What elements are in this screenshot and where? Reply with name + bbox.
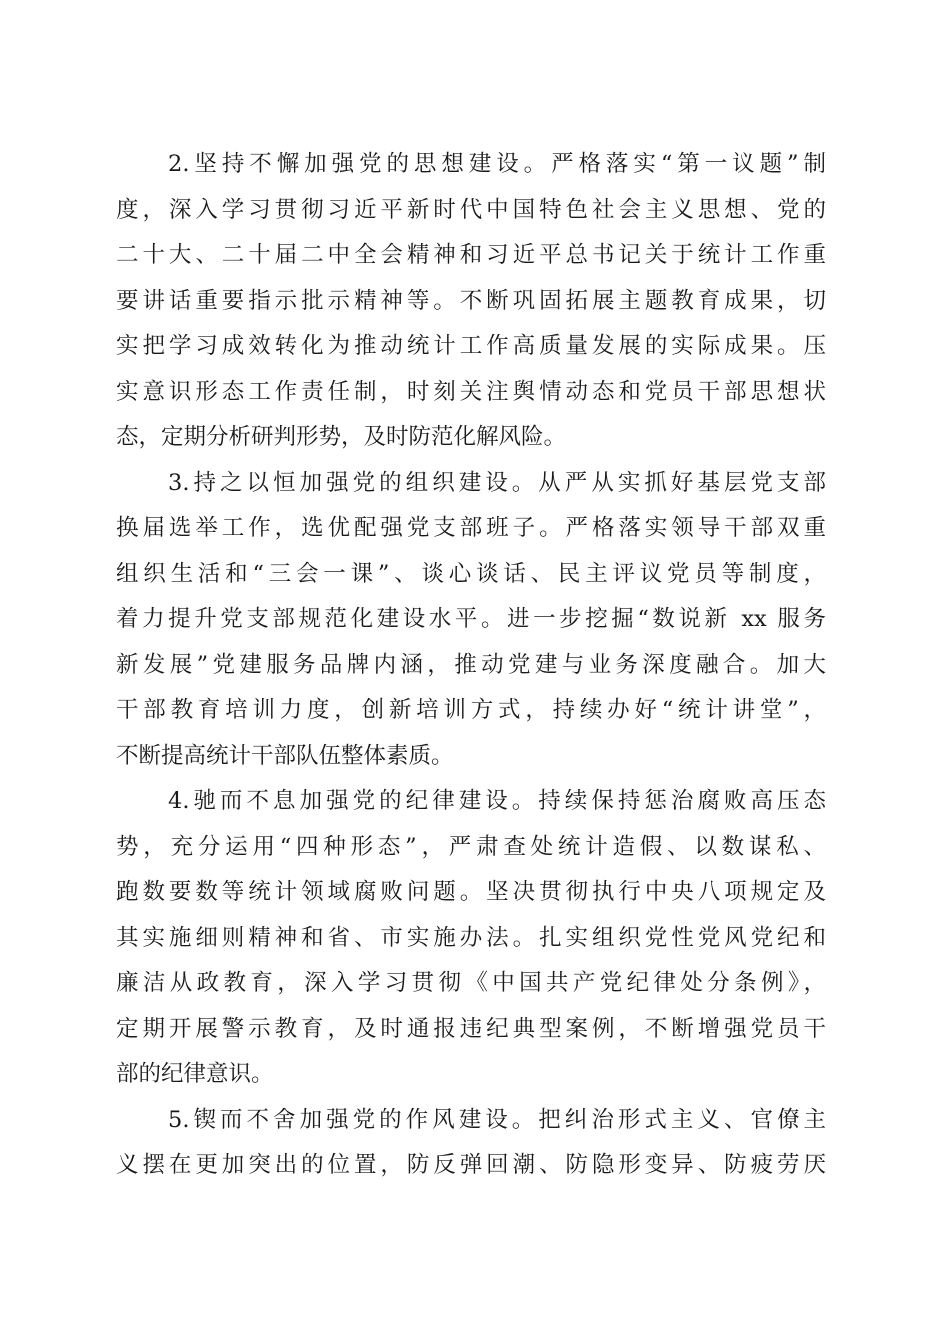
- text-line: 干部教育培训力度，创新培训方式，持续办好“统计讲堂”，: [116, 697, 826, 723]
- text-line: 5.锲而不舍加强党的作风建设。把纠治形式主义、官僚主: [168, 1106, 826, 1133]
- paragraph-5: [116, 1098, 826, 1189]
- document-body: [116, 142, 826, 1189]
- text-line: 部的纪律意识。: [116, 1061, 274, 1087]
- text-line: 度，深入学习贯彻习近平新时代中国特色社会主义思想、党的: [116, 196, 826, 223]
- paragraph-4: [116, 779, 826, 1098]
- text-line: 新发展”党建服务品牌内涵，推动党建与业务深度融合。加大: [116, 651, 826, 678]
- text-line: 义摆在更加突出的位置，防反弹回潮、防隐形变异、防疲劳厌: [116, 1152, 826, 1178]
- text-line: 定期开展警示教育，及时通报违纪典型案例，不断增强党员干: [116, 1015, 826, 1042]
- paragraph-2: [116, 142, 826, 461]
- text-line: 势，充分运用“四种形态”，严肃查处统计造假、以数谋私、: [116, 833, 826, 860]
- text-line: 廉洁从政教育，深入学习贯彻《中国共产党纪律处分条例》，: [116, 970, 826, 996]
- text-line: 换届选举工作，选优配强党支部班子。严格落实领导干部双重: [116, 515, 826, 541]
- text-line: 3.持之以恒加强党的组织建设。从严从实抓好基层党支部: [168, 469, 826, 496]
- text-line: 2.坚持不懈加强党的思想建设。严格落实“第一议题”制: [168, 151, 826, 177]
- text-line: 着力提升党支部规范化建设水平。进一步挖掘“数说新 xx 服务: [116, 606, 826, 632]
- text-line: 不断提高统计干部队伍整体素质。: [116, 742, 454, 769]
- paragraph-3: [116, 461, 826, 780]
- text-line: 实意识形态工作责任制，时刻关注舆情动态和党员干部思想状: [116, 378, 826, 405]
- text-line: 组织生活和“三会一课”、谈心谈话、民主评议党员等制度，: [116, 560, 826, 587]
- text-line: 要讲话重要指示批示精神等。不断巩固拓展主题教育成果，切: [116, 287, 826, 314]
- text-line: 4.驰而不息加强党的纪律建设。持续保持惩治腐败高压态: [168, 788, 826, 814]
- text-line: 态，定期分析研判形势，及时防范化解风险。: [116, 424, 567, 450]
- text-line: 实把学习成效转化为推动统计工作高质量发展的实际成果。压: [116, 333, 826, 359]
- text-line: 二十大、二十届二中全会精神和习近平总书记关于统计工作重: [116, 242, 826, 268]
- text-line: 跑数要数等统计领域腐败问题。坚决贯彻执行中央八项规定及: [116, 879, 826, 905]
- text-line: 其实施细则精神和省、市实施办法。扎实组织党性党风党纪和: [116, 924, 826, 951]
